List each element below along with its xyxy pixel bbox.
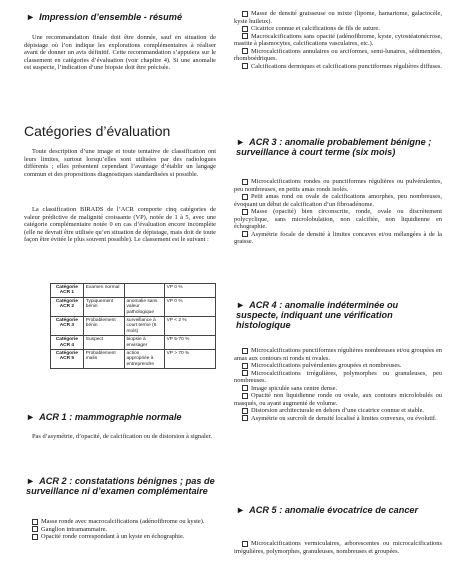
table-cell: Typiquement bénin	[83, 297, 124, 316]
checkbox-icon	[242, 385, 248, 391]
checkbox-icon	[242, 48, 248, 54]
table-cell: Catégorie ACR 1	[51, 284, 84, 298]
list-item: Petit amas rond ou ovale de calcifications amorphes, peu nombreuses, évoquant un début de calcification d’un fibroadénome.	[234, 193, 442, 208]
list-item: Asymétrie ou surcroît de densité localisé à limites convexes, ou évolutif.	[234, 415, 442, 423]
list-item: Opacité ronde correspondant à un kyste en échographie.	[24, 533, 216, 541]
list-item: Asymétrie focale de densité à limites concaves et/ou mélangées à de la graisse.	[234, 230, 442, 245]
checkbox-icon	[32, 526, 38, 532]
heading-acr5-text: ACR 5 : anomalie évocatrice de cancer	[249, 505, 419, 515]
table-cell: Catégorie ACR 5	[51, 350, 84, 369]
checkbox-icon	[242, 63, 248, 69]
list-item: Ganglion intramammaire.	[24, 526, 216, 534]
checkbox-icon	[242, 408, 248, 414]
acr-table	[50, 283, 216, 369]
table-cell: action appropriée à entreprendre	[124, 350, 164, 369]
acr5-list	[234, 540, 442, 555]
table-cell: Catégorie ACR 4	[51, 336, 84, 350]
checkbox-icon	[242, 209, 248, 215]
acr2-list-continued	[234, 10, 442, 70]
arrow-icon: ►	[26, 12, 36, 22]
checkbox-icon	[242, 33, 248, 39]
checkbox-icon	[242, 363, 248, 369]
table-cell: biopsie à envisager	[124, 336, 164, 350]
list-item: Microcalcifications rondes ou punctiformes régulières ou pulvérulentes, peu nombreuses, en petits amas ronds isolés.	[234, 178, 442, 193]
checkbox-icon	[242, 231, 248, 237]
table-cell: VP 5-70 %	[164, 336, 215, 350]
list-item: Distorsion architecturale en dehors d’une cicatrice connue et stable.	[234, 407, 442, 415]
acr3-list	[234, 178, 442, 246]
heading-categories: Catégories d’évaluation	[24, 123, 171, 139]
table-row	[51, 336, 216, 350]
arrow-icon: ►	[26, 412, 36, 422]
heading-acr1-text: ACR 1 : mammographie normale	[39, 412, 182, 422]
heading-impression-text: Impression d’ensemble - résumé	[39, 12, 183, 22]
checkbox-icon	[242, 348, 248, 354]
table-cell: Examen normal	[83, 284, 124, 298]
list-item: Microcalcifications vermiculaires, arborescentes ou microcalcifications irrégulières, polymorphes, granuleuses, nombreuses et groupées.	[234, 540, 442, 555]
list-item: Image spiculée sans centre dense.	[234, 385, 442, 393]
list-item: Microcalcifications irrégulières, polymorphes ou granuleuses, peu nombreuses.	[234, 369, 442, 384]
heading-acr3	[236, 137, 442, 157]
list-item: Microcalcifications pulvérulentes groupées et nombreuses.	[234, 362, 442, 370]
checkbox-icon	[242, 415, 248, 421]
table-row	[51, 317, 216, 336]
table-cell: VP 0 %	[164, 297, 215, 316]
arrow-icon: ►	[236, 300, 246, 310]
heading-acr2	[26, 476, 216, 496]
list-item: Masse (opacité) bien circonscrite, ronde, ovale ou discrètement polycyclique, sans microlobulation, non calcifiée, non liquidienne en échographie.	[234, 208, 442, 230]
table-cell: Probablement malin	[83, 350, 124, 369]
checkbox-icon	[242, 541, 248, 547]
paragraph-categories-2-text: La classification BIRADS de l’ACR comporte cinq catégories de valeur prédictive de malignité croissante (VP), notée de 1 à 5, avec une catégorie complémentaire notée 0 en cas d’évaluation encore incomplète (elle ne devrait être utilisée qu’en situation de dépistage, mais doit de toute façon être évitée le plus souvent possible). Le classement est le suivant :	[24, 206, 216, 243]
list-item: Microcalcifications annulaires ou arciformes, semi-lunaires, sédimentées, rhomboédriques.	[234, 47, 442, 62]
heading-acr3-text: ACR 3 : anomalie probablement bénigne ; surveillance à court terme (six mois)	[236, 137, 432, 157]
table-cell: Probablement bénin	[83, 317, 124, 336]
arrow-icon: ►	[236, 137, 246, 147]
table-cell: Catégorie ACR 2	[51, 297, 84, 316]
paragraph-categories-1-text: Toute description d’une image et toute tentative de classification ont leurs limites, surtout lorsqu’elles sont utilisées par des radiologues différents ; elles présentent cependant l’avantage d’établir un langage commun et des propositions diagnostiques standardisées si possible.	[24, 148, 216, 178]
paragraph-acr1-text: Pas d’asymétrie, d’opacité, de calcification ou de distorsion à signaler.	[32, 433, 212, 440]
heading-acr1	[26, 412, 216, 422]
table-cell: surveillance à court terme (6 mois)	[124, 317, 164, 336]
checkbox-icon	[242, 370, 248, 376]
heading-acr4-text: ACR 4 : anomalie indéterminée ou suspecte, indiquant une vérification histologique	[236, 300, 399, 330]
list-item: Microcalcifications punctiformes régulières nombreuses et/ou groupées en amas aux contours ni ronds ni ovales.	[234, 347, 442, 362]
paragraph-impression-text: Une recommandation finale doit être donnée, sauf en situation de dépistage où l’on indique les explorations complémentaires à réaliser avant de donner un avis définitif. Cette recommandation s’appuiera sur le classement en catégories d’évaluation (voir chapitre 4). Si une anomalie est suspecte, l’indication d’une biopsie doit être précisée.	[24, 34, 216, 71]
list-item: Masse ronde avec macrocalcifications (adénofibrome ou kyste).	[24, 518, 216, 526]
heading-acr5	[236, 505, 442, 515]
table-cell	[124, 284, 164, 298]
table-cell: anomalie sans valeur pathologique	[124, 297, 164, 316]
table-cell: VP 0 %	[164, 284, 215, 298]
checkbox-icon	[32, 534, 38, 540]
heading-acr4	[236, 300, 442, 330]
list-item: Masse de densité graisseuse ou mixte (lipome, hamartome, galactocèle, kyste huileux).	[234, 10, 442, 25]
list-item: Cicatrice connue et calcifications de fils de suture.	[234, 25, 442, 33]
arrow-icon: ►	[26, 476, 36, 486]
list-item: Calcifications dermiques et calcifications punctiformes régulières diffuses.	[234, 63, 442, 71]
heading-acr2-text: ACR 2 : constatations bénignes ; pas de surveillance ni d’examen complémentaire	[26, 476, 215, 496]
checkbox-icon	[242, 26, 248, 32]
table-cell: Catégorie ACR 3	[51, 317, 84, 336]
acr2-list	[24, 518, 216, 541]
checkbox-icon	[32, 519, 38, 525]
checkbox-icon	[242, 179, 248, 185]
acr4-list	[234, 347, 442, 422]
table-row	[51, 297, 216, 316]
heading-impression	[26, 12, 216, 22]
paragraph-impression	[24, 34, 216, 72]
table-cell: VP < 2 %	[164, 317, 215, 336]
paragraph-acr1	[24, 433, 216, 441]
checkbox-icon	[242, 393, 248, 399]
checkbox-icon	[242, 11, 248, 17]
paragraph-categories-1	[24, 148, 216, 178]
table-cell: VP > 70 %	[164, 350, 215, 369]
arrow-icon: ►	[236, 505, 246, 515]
list-item: Opacité non liquidienne ronde ou ovale, aux contours microlobulés ou masqués, ou ayant augmenté de volume.	[234, 392, 442, 407]
table-row	[51, 350, 216, 369]
checkbox-icon	[242, 194, 248, 200]
table-cell: Suspect	[83, 336, 124, 350]
list-item: Macrocalcifications sans opacité (adénofibrome, kyste, cytostéatonécrose, mastite à plasmocytes, calcifications vasculaires, etc.).	[234, 32, 442, 47]
table-row	[51, 284, 216, 298]
paragraph-categories-2	[24, 206, 216, 244]
